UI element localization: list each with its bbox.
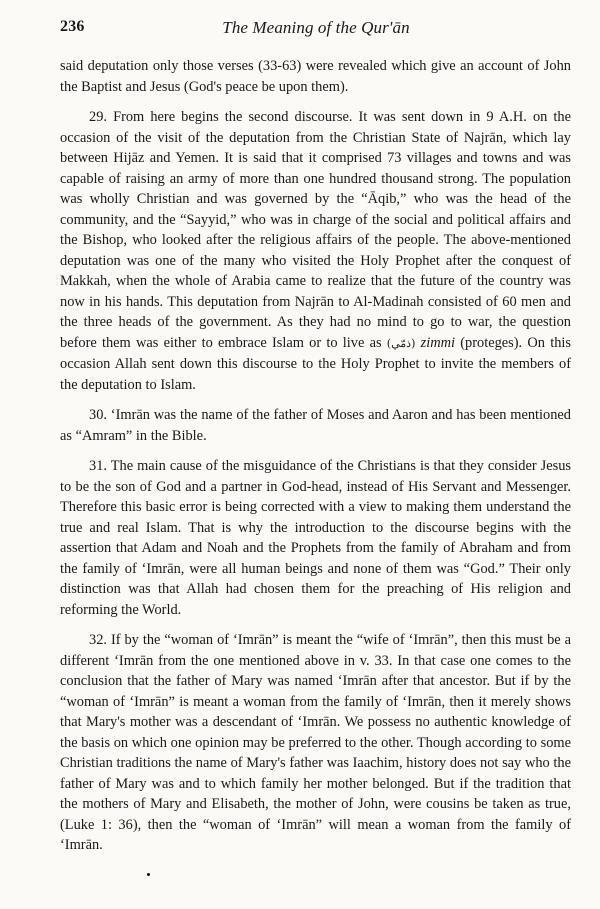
zimmi-transliteration: zimmi [420, 334, 455, 351]
running-title: The Meaning of the Qur'ān [222, 18, 410, 37]
page-header [60, 18, 572, 44]
note-29-ending: (proteges). On this occasion Allah sent down this discourse to the Holy Prophet to invite the members of the deputation to Islam. [60, 334, 571, 393]
note-30-paragraph: 30. ‘Imrān was the name of the father of Moses and Aaron and has been mentioned as “Amram” in the Bible. [60, 407, 571, 444]
note-29-paragraph [60, 107, 571, 395]
note-31-paragraph: 31. The main cause of the misguidance of the Christians is that they consider Jesus to be the son of God and a partner in God-head, instead of His Servant and Messenger. Therefore this basic error is being corrected with a view to making them understand the true and real Islam. That is why the introduction to the discourse begins with the assertion that Adam and Noah and the Prophets from the family of Abraham and from the family of ‘Imrān, were all human beings and none of them was “God.” Their only distinction was that Allah had chosen them for the preaching of His religion and reforming the World. [60, 458, 571, 618]
commentary-text [60, 56, 571, 856]
continuation-paragraph: said deputation only those verses (33-63) were revealed which give an account of John the Baptist and Jesus (God's peace be upon them). [60, 58, 571, 95]
note-32-paragraph: 32. If by the “woman of ‘Imrān” is meant the “wife of ‘Imrān”, then this must be a different ‘Imrān from the one mentioned above in v. 33. In that case one comes to the conclusion that the father of Mary was named ‘Imrān after that ancestor. But if by the “woman of ‘Imrān” is meant a woman from the family of ‘Imrān, then it merely shows that Mary's mother was a descendant of ‘Imrān. We possess no authentic knowledge of the basis on which one opinion may be preferred to the other. Though according to some Christian traditions the name of Mary's father was Iaachim, history does not say who the father of Mary was and to which family her mother belonged. But if the tradition that the mothers of Mary and Elisabeth, the mother of John, were cousins be taken as true, (Luke 1: 36), then the “woman of ‘Imrān” will mean a woman from the family of ‘Imrān. [60, 632, 571, 853]
arabic-zimmi-term: (ذمّي) [386, 336, 416, 350]
page-number: 236 [60, 18, 85, 35]
printing-speck [147, 873, 150, 876]
note-29-main-text: 29. From here begins the second discourse. It was sent down in 9 A.H. on the occasion of the visit of the deputation from the Christian State of Najrān, which lay between Hijāz and Yemen. It is said that it comprised 73 villages and towns and was capable of raising an army of more than one hundred thousand strong. The population was wholly Christian and was governed by the “Āqib,” who was the head of the community, and the “Sayyid,” who was in charge of the social and political affairs and the Bishop, who looked after the religious affairs of the people. The above-mentioned deputation was one of the many who visited the Holy Prophet after the conquest of Makkah, when the whole of Arabia came to realize that the future of the country was now in his hands. This deputation from Najrān to Al-Madinah consisted of 60 men and the three heads of the government. As they had no mind to go to war, the question before them was either to embrace Islam or to live as [60, 109, 571, 351]
